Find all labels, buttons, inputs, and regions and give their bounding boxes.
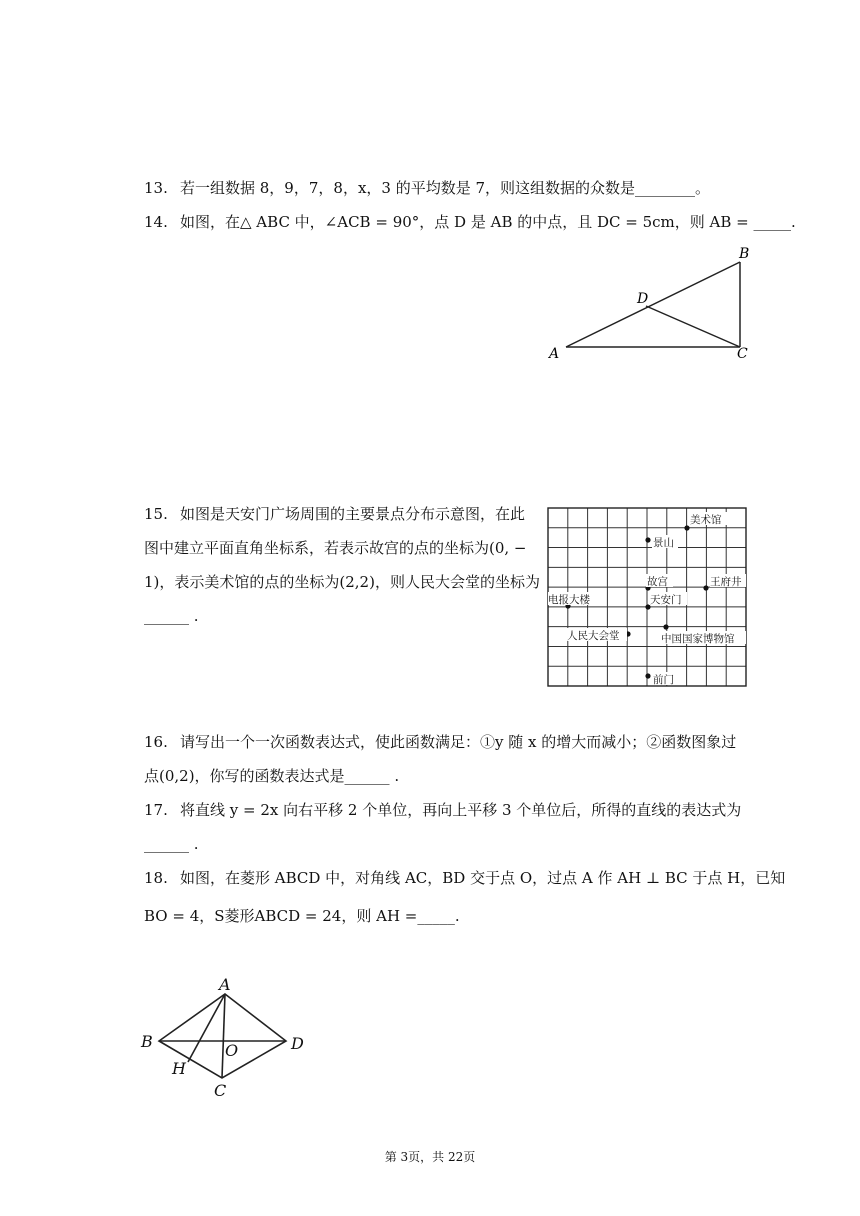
label-a: A [219,975,231,994]
label-c: C [737,346,748,362]
label-jingshan: 景山 [653,537,674,549]
question-text: 将直线 y = 2x 向右平移 2 个单位，再向上平移 3 个单位后，所得的直线的表达式为 [180,801,742,819]
question-number: 14. [144,213,168,231]
label-dianbao: 电报大楼 [548,594,590,606]
question-text: 如图，在菱形 ABCD 中，对角线 AC，BD 交于点 O，过点 A 作 AH ⊥ BC 于点 H，已知 [180,869,786,887]
label-tiananmen: 天安门 [650,594,682,606]
question-text: ______ . [144,607,199,625]
question-text: BO = 4，S菱形ABCD = 24，则 AH =_____. [144,907,460,925]
question-number: 13. [144,179,168,197]
label-qianmen: 前门 [653,674,674,686]
question-text: 若一组数据 8，9，7，8，x，3 的平均数是 7，则这组数据的众数是________。 [180,179,711,197]
label-h: H [172,1059,186,1078]
question-text: 点(0,2)，你写的函数表达式是______ . [144,767,400,785]
question-number: 16. [144,733,168,751]
label-o: O [225,1041,239,1060]
label-wangfujing: 王府井 [710,576,742,588]
label-b: B [739,246,750,262]
question-text: 请写出一个一次函数表达式，使此函数满足：①y 随 x 的增大而减小；②函数图象过 [180,733,737,751]
question-text: 如图，在△ ABC 中，∠ACB = 90°，点 D 是 AB 的中点，且 DC = 5cm，则 AB = _____. [180,213,796,231]
altitude-ah [188,994,225,1062]
label-renmin: 人民大会堂 [567,630,620,642]
page-footer: 第 3页，共 22页 [384,1150,476,1164]
label-c: C [214,1081,227,1100]
question-text: 如图是天安门广场周围的主要景点分布示意图，在此 [180,505,526,523]
label-a: A [549,346,560,362]
question-number: 18. [144,869,168,887]
label-gugong: 故宫 [647,576,668,588]
question-text: 1)，表示美术馆的点的坐标为(2,2)，则人民大会堂的坐标为 [144,573,540,591]
question-text: 图中建立平面直角坐标系，若表示故宫的点的坐标为(0, − [144,539,527,557]
question-text: ______ . [144,835,199,853]
label-b: B [141,1032,153,1051]
diagonal-ac [222,994,225,1078]
label-d: D [291,1034,304,1053]
label-bowuguan: 中国国家博物馆 [661,633,735,645]
question-number: 15. [144,505,168,523]
label-d: D [637,291,649,307]
question-number: 17. [144,801,168,819]
label-meishuguan: 美术馆 [690,514,722,526]
